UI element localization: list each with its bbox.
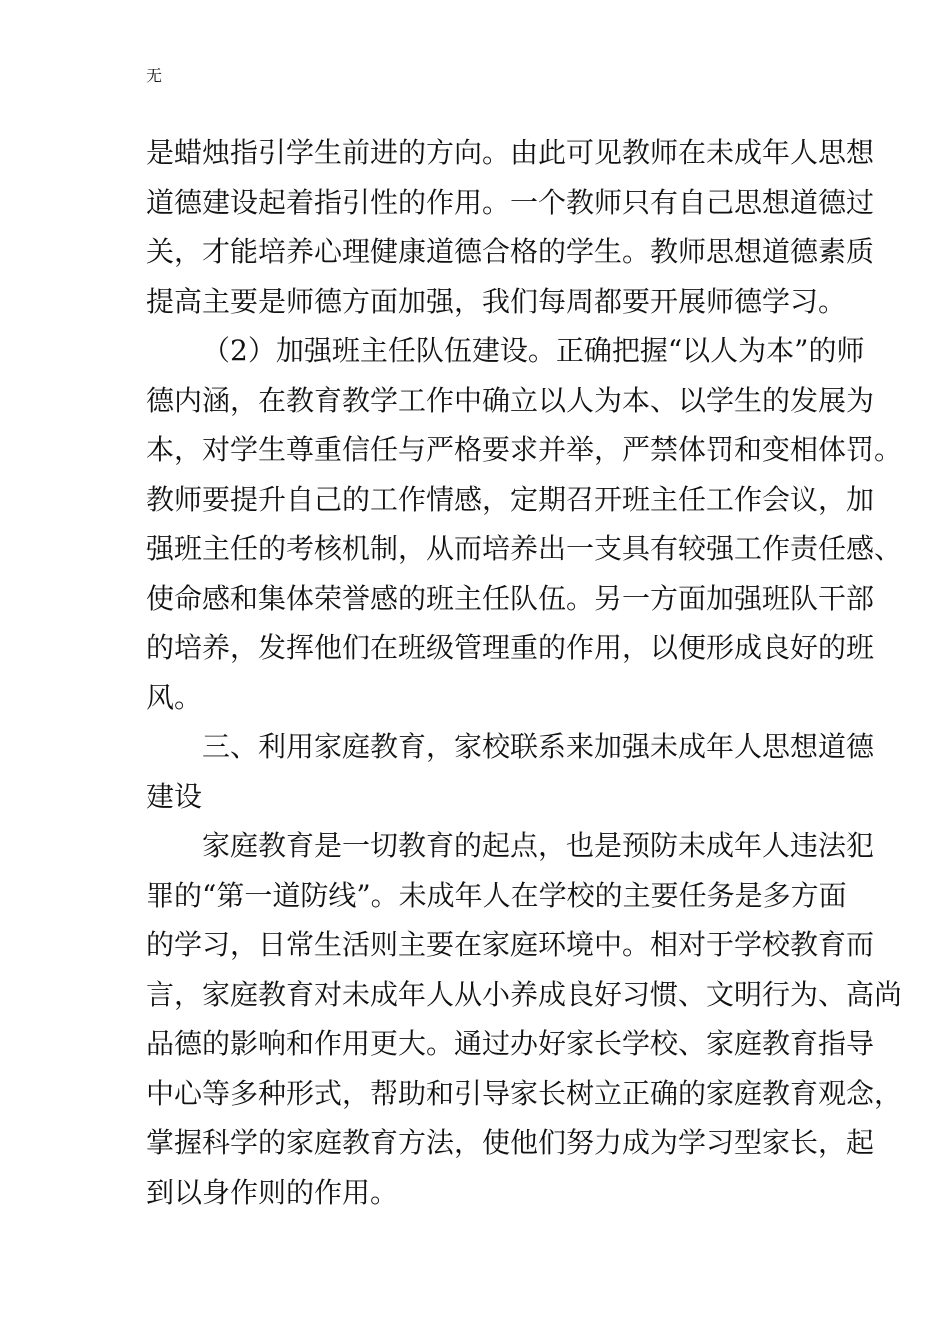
paragraph-line: 言，家庭教育对未成年人从小养成良好习惯、文明行为、高尚 [146,977,903,1011]
paragraph-line: 本，对学生尊重信任与严格要求并举，严禁体罚和变相体罚。 [146,433,903,466]
paragraph-line: 德内涵，在教育教学工作中确立以人为本、以学生的发展为 [146,383,875,417]
paragraph-line: 家庭教育是一切教育的起点，也是预防未成年人违法犯 [202,829,875,862]
section-heading-line: 建设 [146,779,203,813]
paragraph-line: 到以身作则的作用。 [146,1175,399,1209]
paragraph-line: 中心等多种形式，帮助和引导家长树立正确的家庭教育观念， [146,1076,903,1110]
section-heading-line: 三、利用家庭教育，家校联系来加强未成年人思想道德 [202,730,875,763]
paragraph-line: 品德的影响和作用更大。通过办好家长学校、家庭教育指导 [146,1027,875,1060]
paragraph-line: 风。 [146,680,203,714]
paragraph-line: 道德建设起着指引性的作用。一个教师只有自己思想道德过 [146,185,875,219]
page-header: 无 [146,66,163,85]
paragraph-line: 关，才能培养心理健康道德合格的学生。教师思想道德素质 [146,235,875,268]
paragraph-line: 强班主任的考核机制，从而培养出一支具有较强工作责任感、 [146,532,903,565]
paragraph-line: 是蜡烛指引学生前进的方向。由此可见教师在未成年人思想 [146,136,875,169]
paragraph-line: 的培养，发挥他们在班级管理重的作用，以便形成良好的班 [146,631,875,664]
paragraph-line: 提高主要是师德方面加强，我们每周都要开展师德学习。 [146,284,847,318]
paragraph-line: 的学习，日常生活则主要在家庭环境中。相对于学校教育而 [146,928,875,961]
paragraph-line: 使命感和集体荣誉感的班主任队伍。另一方面加强班队干部 [146,581,875,615]
paragraph-line: 罪的“第一道防线”。未成年人在学校的主要任务是多方面 [146,878,847,912]
paragraph-line: （2）加强班主任队伍建设。正确把握“以人为本”的师 [202,334,865,367]
document-body [146,128,903,1217]
paragraph-line: 掌握科学的家庭教育方法，使他们努力成为学习型家长，起 [146,1126,875,1159]
paragraph-line: 教师要提升自己的工作情感，定期召开班主任工作会议，加 [146,482,875,516]
